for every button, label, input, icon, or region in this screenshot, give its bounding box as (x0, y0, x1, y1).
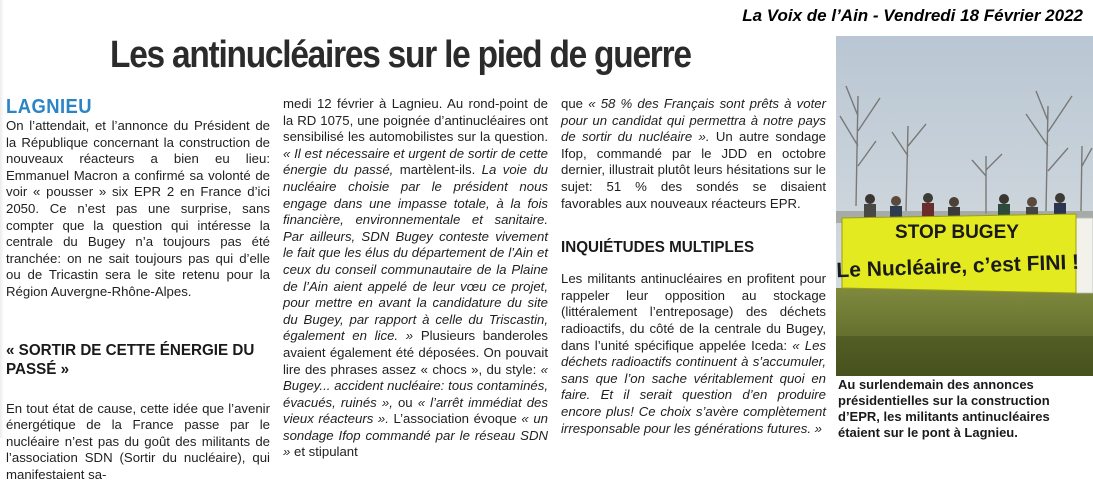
quote-run: « l’arrêt immédiat des vieux réacteurs ». (283, 394, 548, 427)
paragraph-association: En tout état de cause, cette idée que l’avenir énergétique de la France passe par le nucléaire n’est pas du goût des militants de l’association SDN (Sortir du nucléaire), qui manifestaient sa- (6, 400, 270, 482)
quote-run: « Bugey... accident nucléaire: tous contaminés, évacués, ruinés », (283, 361, 548, 410)
quote-run: « 58 % des Français sont prêts à voter pour un candidat qui permettra à notre pays de sortir du nucléaire ». (561, 96, 826, 145)
paragraph-protest (283, 96, 548, 461)
text-run: que (561, 96, 584, 111)
text-run: martèlent-ils. (399, 162, 476, 178)
text-run: Les militants antinucléaires en profitent pour rappeler leur opposition au stockage (littéralement l’entreposage) des déchets radioactifs, du côté de la centrale du Bugey, dans l’unité spécifique appelée Iceda: (561, 271, 826, 353)
article-column-1 (6, 96, 270, 484)
photo-caption: Au surlendemain des annonces présidentielles sur la construction d’EPR, les militants antinucléaires étaient sur le pont à Lagnieu. (838, 377, 1050, 440)
protest-photo-illustration (836, 36, 1093, 376)
article-column-3 (561, 96, 826, 437)
banner-text-bottom: Le Nucléaire, c’est FINI ! (836, 250, 1080, 283)
quote-run: « Il est nécessaire et urgent de sortir de cette énergie du passé, (283, 145, 548, 178)
subhead-inquietudes: INQUIÉTUDES MULTIPLES (561, 239, 755, 257)
protest-banner (836, 214, 1079, 293)
text-run: et stipulant (294, 444, 358, 460)
paragraph-intro: On l’attendait, et l’annonce du Président de la République concernant la construction de nouveaux réacteurs a bien eu lieu: Emmanuel Macron a confirmé sa volonté de voir « pousser » six EPR 2 en France d’ici 2050. Ce n’est pas une surprise, sans compter que la question qui intéresse la centrale du Bugey n’a toujours pas été tranchée: on ne sait toujours pas qui d’elle ou de Tricastin sera le site retenu pour la Région Auvergne-Rhône-Alpes. (6, 118, 270, 299)
text-run: L’association évoque (393, 411, 517, 427)
quote-run: « Les déchets radioactifs continuent à s’accumuler, sans que l’on sache véritablement quoi en faire. Et il serait question d’en produire encore plus! Ce choix s’avère complètement irresponsable pour les générations futures. » (561, 337, 826, 436)
subhead-sortir: « SORTIR DE CETTE ÉNERGIE DU PASSÉ » (6, 341, 255, 378)
text-run: ou (397, 394, 413, 410)
text-run: medi 12 février à Lagnieu. Au rond-point de la RD 1075, une poignée d’antinucléaires ont sensibilisé les automobilistes sur la question. (283, 96, 548, 145)
article-column-2 (283, 96, 548, 461)
location-kicker: LAGNIEU (6, 96, 93, 118)
foreground-shadow (836, 336, 1093, 376)
banner-text-top: STOP BUGEY (895, 222, 1019, 243)
adjacent-page-bleed (0, 0, 4, 438)
article-headline: Les antinucléaires sur le pied de guerre (110, 34, 691, 76)
newspaper-source-date: La Voix de l’Ain - Vendredi 18 Février 2022 (742, 6, 1083, 25)
text-run: Un autre sondage Ifop, commandé par le JDD en octobre dernier, illustrait plutôt leurs hésitations sur le sujet: 51 % des sondés se disaient favorables aux nouveaux réacteurs EPR. (561, 129, 827, 211)
quote-run: La voie du nucléaire choisie par le président nous engage dans une impasse totale, à la fois financière, environnementale et sanitaire. Par ailleurs, SDN Bugey conteste vivement le fait que les élus du département de l’Ain et ceux du conseil communautaire de la Plaine de l’Ain aient appelé de leur vœu ce projet, pour mettre en avant la candidature du site du Bugey, par rapport à celle du Triscastin, également en lice. » (283, 162, 549, 344)
paragraph-storage (561, 271, 826, 437)
text-run: Plusieurs banderoles avaient également été déposées. On pouvait lire des phrases assez « chocs », du style: (283, 328, 548, 377)
protest-photo (836, 36, 1093, 376)
quote-run: « un sondage Ifop commandé par le réseau SDN » (283, 411, 548, 460)
paragraph-survey (561, 96, 826, 212)
